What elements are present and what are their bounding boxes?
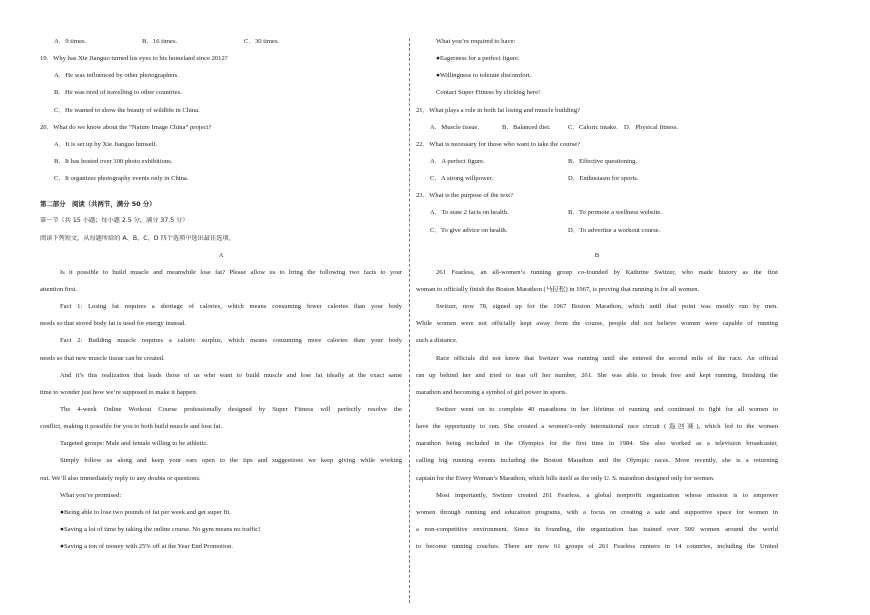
q21-option-d: D．Physical fitness. — [624, 123, 679, 131]
passage-b — [416, 269, 778, 560]
passage-a-line: Simply follow us along and keep your ears open to the tips and suggestions we keep giving while working — [60, 457, 402, 465]
q23-stem: 23．What is the purpose of the text? — [416, 192, 514, 200]
q20-option-b: B．It has hosted over 100 photo exhibitions. — [54, 157, 173, 165]
passage-a-cont-line: ●Eagerness for a perfect figure. — [436, 55, 520, 63]
reading-instruction: 阅读下列短文，从每题所给的 A、B、C、D 四个选项中选出最佳选项。 — [40, 234, 235, 242]
passage-b-label: B — [594, 251, 600, 259]
passage-b-line: calling big running events including the Boston Marathon and the Olympic races. More recently, she is a returning — [416, 457, 778, 465]
passage-a-cont-line: Contact Super Fitness by clicking here! — [436, 89, 541, 97]
passage-b-line: captain for the Every Woman’s Marathon, which bills itself as the only U. S. marathon designed only for women. — [416, 474, 715, 482]
passage-a-line: Fact 1: Losing fat requires a shortage of calories, which means consuming fewer calories than your body — [60, 303, 402, 311]
passage-a-line: ●Saving a lot of time by taking the online course. No gym means no traffic! — [60, 525, 261, 533]
q23-option-d: D．To advertise a workout course. — [568, 226, 661, 234]
q20-option-a: A．It is set up by Xie Jianguo himself. — [54, 140, 158, 148]
q22-option-a: A．A perfect figure. — [430, 157, 485, 165]
q21-options — [416, 124, 778, 141]
passage-a-line: ●Saving a ton of money with 25% off at the Year End Promotion. — [60, 543, 234, 551]
q18-option-c: C．30 times. — [244, 38, 280, 45]
passage-b-line: have the opportunity to run. She created a women’s-only international race circuit (巡回赛), which led to the women — [416, 423, 778, 431]
passage-a — [40, 269, 402, 560]
passage-a-line: Targeted groups: Male and female willing to be athletic. — [60, 440, 208, 448]
passage-a-line: And it’s this realization that leads those of us who want to build muscle and lose fat ideally at the exact same — [60, 371, 402, 379]
q22-option-d: D．Enthusiasm for sports. — [568, 175, 639, 183]
passage-a-line: The 4-week Online Workout Course professionally designed by Super Fitness will perfectly resolve the — [60, 405, 402, 413]
passage-a-label: A — [218, 251, 224, 259]
q23-option-b: B．To promote a wellness website. — [568, 209, 662, 217]
passage-b-line: ran up behind her and tried to tear off her number, 261. She was able to break free and kept running, finishing the — [416, 371, 778, 379]
q21-option-b: B．Balanced diet. — [502, 123, 551, 131]
passage-b-line: marathon being included in the Olympics for the first time in 1984. She also worked as a television broadcaster, — [416, 440, 778, 448]
q22-option-c: C．A strong willpower. — [430, 175, 494, 183]
passage-a-line: attention first. — [40, 285, 77, 293]
column-divider — [409, 38, 410, 603]
passage-a-line: What you’re promised: — [60, 491, 122, 499]
left-column — [40, 38, 402, 560]
passage-a-line: conflict, making it possible for you to both build muscle and lose fat. — [40, 423, 223, 431]
q23-options-row1 — [416, 209, 778, 226]
q21-stem: 21．What plays a role in both fat losing and muscle building? — [416, 106, 581, 114]
q20-option-c: C．It organizes photography events only in China. — [54, 175, 189, 183]
q19-option-a: A．He was influenced by other photographers. — [54, 72, 179, 80]
q19-option-c: C．He wanted to show the beauty of wildlife in China. — [54, 106, 200, 114]
passage-b-line: Most importantly, Switzer created 261 Fearless, a global nonprofit organization whose mission is to empower — [436, 491, 778, 499]
passage-a-line: needs so that stored body fat is used for energy instead. — [40, 320, 186, 328]
q21-option-a: A．Muscle tissue. — [430, 123, 480, 131]
right-column — [416, 38, 778, 560]
passage-a-line: Fact 2: Building muscle requires a caloric surplus, which means consuming more calories than your body — [60, 337, 402, 345]
part2-title: 第二部分 阅读（共两节，满分 50 分） — [40, 200, 156, 209]
q21-option-c: C．Caloric intake. — [568, 123, 618, 131]
passage-a-line: time to wonder just how we’re supposed to make it happen. — [40, 388, 198, 396]
q18-option-b: B．16 times. — [142, 38, 178, 45]
q23-options-row2 — [416, 227, 778, 244]
passage-b-line: Race officials did not know that Switzer was running until she entered the second mile of the race. An official — [436, 354, 778, 362]
passage-b-line: marathon and becoming a symbol of girl power in sports. — [416, 388, 568, 396]
passage-b-line: women through running and education programs, with a focus on creating a safe and supportive space for women in — [416, 508, 778, 516]
q18-option-a: A．9 times. — [54, 38, 87, 45]
passage-b-line: such a distance. — [416, 337, 458, 345]
passage-b-line: 261 Fearless, an all-women’s running group co-founded by Kathrine Switzer, who made history as the first — [436, 268, 778, 276]
passage-a-line: out. We’ll also immediately reply to any doubts or questions. — [40, 474, 201, 482]
passage-b-line: to become running coaches. There are now 61 groups of 261 Fearless runners in 14 countries, including the United — [416, 543, 778, 551]
passage-a-line: Is it possible to build muscle and meanwhile lose fat? Please allow us to bring the following two facts to your — [60, 268, 402, 276]
passage-a-line: ●Being able to lose two pounds of fat per week and get super fit. — [60, 508, 231, 516]
q23-option-c: C．To give advice on health. — [430, 226, 508, 234]
passage-a-cont-line: ●Willingness to tolerate discomfort. — [436, 72, 532, 80]
passage-b-line: Switzer went on to complete 40 marathons in her lifetime of running and continued to fight for all women to — [436, 405, 778, 413]
q22-options-row1 — [416, 158, 778, 175]
q19-stem: 19．Why has Xie Jianguo turned his eyes to his homeland since 2012? — [40, 55, 228, 63]
q22-option-b: B．Effective questioning. — [568, 157, 638, 165]
q19-option-b: B．He was tired of travelling to other countries. — [54, 89, 182, 97]
q22-options-row2 — [416, 175, 778, 192]
passage-b-line: While women were not officially kept away from the course, people did not believe women were capable of running — [416, 320, 778, 328]
passage-b-line: Switzer, now 78, signed up for the 1967 Boston Marathon, which until that point was mostly run by men. — [436, 303, 778, 311]
section1-title: 第一节（共 15 小题；每小题 2.5 分，满分 37.5 分） — [40, 217, 189, 225]
q23-option-a: A．To state 2 facts on health. — [430, 209, 509, 217]
q18-options — [40, 38, 402, 55]
passage-a-cont-line: What you’re required to have: — [436, 38, 516, 45]
q20-stem: 20．What do we know about the “Nature Image China” project? — [40, 123, 212, 131]
passage-a-line: needs so that new muscle tissue can be created. — [40, 354, 165, 362]
q22-stem: 22．What is necessary for those who want to take the course? — [416, 140, 581, 148]
passage-b-line: woman to officially finish the Boston Marathon (马拉松) in 1967, is proving that running is for all women. — [416, 285, 700, 293]
passage-b-line: a non-competitive environment. Since its founding, the organization has trained over 500 women around the world — [416, 525, 778, 533]
